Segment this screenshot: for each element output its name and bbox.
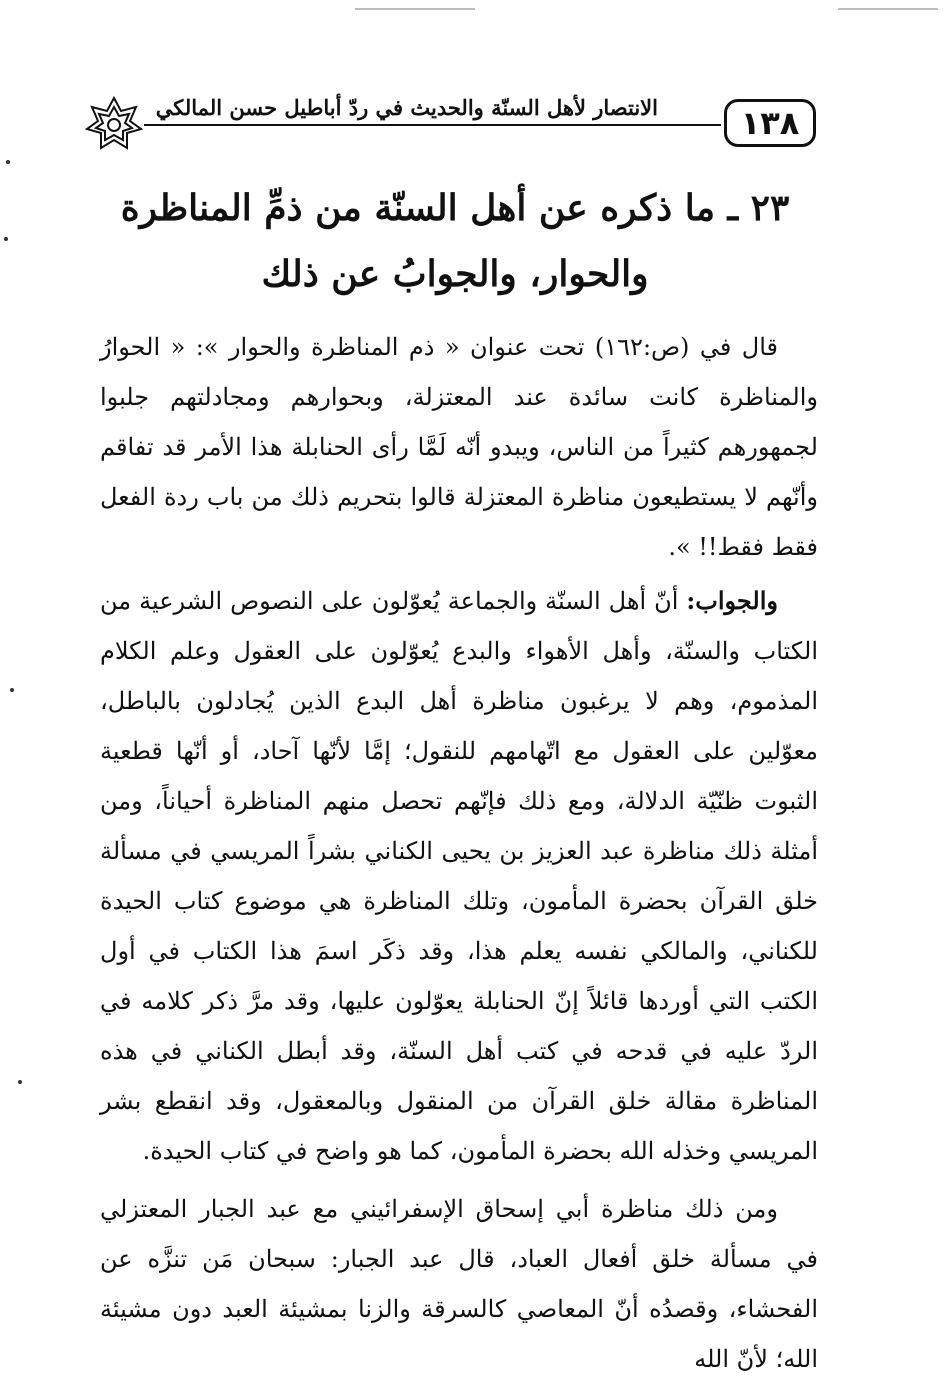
paragraph [100, 1184, 818, 1384]
star-ornament-icon [84, 95, 144, 155]
paragraph [100, 576, 818, 1176]
scan-artifact-line [838, 8, 938, 10]
paragraph [100, 322, 818, 572]
scan-speck [10, 688, 14, 692]
header-rule [144, 124, 721, 126]
paragraph-text: ومن ذلك مناظرة أبي إسحاق الإسفرائيني مع عبد الجبار المعتزلي في مسألة خلق أفعال العباد، قال عبد الجبار: سبحان مَن تنزَّه عن الفحشاء، وقصدُه أنّ المعاصي كالسرقة والزنا بمشيئة العبد دون مشيئة الله؛ لأنّ الله [100, 1195, 818, 1373]
body-text [100, 322, 818, 1392]
scan-speck [18, 1080, 22, 1084]
scan-speck [6, 160, 10, 164]
scan-artifact-line [355, 8, 475, 10]
scan-speck [4, 237, 8, 241]
running-title: الانتصار لأهل السنّة والحديث في ردّ أباطيل حسن المالكي [148, 93, 666, 123]
section-heading: ٢٣ ـ ما ذكره عن أهل السنّة من ذمِّ المناظرة والحوار، والجوابُ عن ذلك [120, 187, 790, 295]
running-header [84, 93, 816, 155]
paragraph-text: قال في (ص:١٦٢) تحت عنوان « ذم المناظرة والحوار »: « الحوارُ والمناظرة كانت سائدة عند المعتزلة، وبحوارهم ومجادلتهم جلبوا لجمهورهم كثيراً من الناس، ويبدو أنّه لَمَّا رأى الحنابلة هذا الأمر قد تفاقم وأنّهم لا يستطيعون مناظرة المعتزلة قالوا بتحريم ذلك من باب ردة الفعل فقط فقط!! ». [100, 333, 818, 561]
page-number: ١٣٨ [724, 99, 816, 147]
paragraph-text: أنّ أهل السنّة والجماعة يُعوّلون على النصوص الشرعية من الكتاب والسنّة، وأهل الأهواء والبدع يُعوّلون على العقول وعلم الكلام المذموم، وهم لا يرغبون مناظرة أهل البدع الذين يُجادلون بالباطل، معوّلين على العقول مع اتّهامهم للنقول؛ إمَّا لأنّها آحاد، أو أنّها قطعية الثبوت ظنّيّة الدلالة، ومع ذلك فإنّهم تحصل منهم المناظرة أحياناً، ومن أمثلة ذلك مناظرة عبد العزيز بن يحيى الكناني بشراً المريسي في مسألة خلق القرآن بحضرة المأمون، وتلك المناظرة هي موضوع كتاب الحيدة للكناني، والمالكي نفسه يعلم هذا، وقد ذكَر اسمَ هذا الكتاب في أول الكتب التي أوردها قائلاً إنّ الحنابلة يعوّلون عليها، وقد مرَّ ذكر كلامه في الردّ عليه في قدحه في كتب أهل السنّة، وقد أبطل الكناني في هذه المناظرة مقالة خلق القرآن من المنقول وبالمعقول، وقد انقطع بشر المريسي وخذله الله بحضرة المأمون، كما هو واضح في كتاب الحيدة. [100, 587, 818, 1165]
answer-lead: والجواب: [686, 586, 778, 615]
